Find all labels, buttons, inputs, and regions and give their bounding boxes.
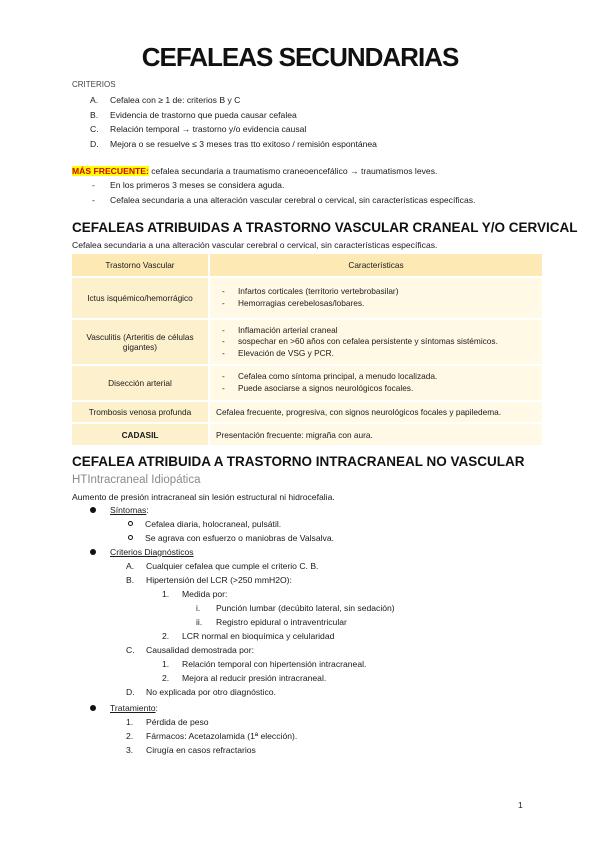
bullet-icon: [90, 705, 96, 711]
list-item: C. Relación temporal → trastorno y/o evidencia causal: [90, 124, 307, 135]
list-item: - Cefalea secundaria a una alteración vascular cerebral o cervical, sin características específicas.: [92, 194, 476, 205]
list-item: D. Mejora o se resuelve ≤ 3 meses tras tto exitoso / remisión espontánea: [90, 138, 377, 149]
table-cell: Presentación frecuente: migraña con aura.: [209, 423, 542, 445]
list-item: A. Cefalea con ≥ 1 de: criterios B y C: [90, 95, 241, 105]
table-header-row: [72, 254, 542, 277]
table-cell: Trombosis venosa profunda: [72, 401, 209, 423]
table-cell: Disección arterial: [72, 365, 209, 401]
list-item: - sospechar en >60 años con cefalea persistente y síntomas sistémicos.: [222, 336, 498, 347]
criteria-label: CRITERIOS: [72, 80, 116, 89]
list-item: 2. Fármacos: Acetazolamida (1ª elección).: [126, 731, 298, 741]
list-item: - Infartos corticales (territorio vertebrobasilar): [222, 286, 399, 297]
page-title: CEFALEAS SECUNDARIAS: [141, 42, 459, 72]
section-intro: Cefalea secundaria a una alteración vascular cerebral o cervical, sin características específicas.: [72, 240, 438, 250]
list-item: i. Punción lumbar (decúbito lateral, sin sedación): [196, 603, 395, 613]
bullet-icon: [90, 549, 96, 555]
list-item: Se agrava con esfuerzo o maniobras de Valsalva.: [128, 532, 334, 544]
list-item: 1. Relación temporal con hipertensión intracraneal.: [162, 659, 367, 669]
table-row: [72, 401, 542, 423]
list-item: 2. Mejora al reducir presión intracraneal.: [162, 673, 327, 683]
table-row: [72, 277, 542, 319]
table-cell: Vasculitis (Arteritis de células gigantes): [72, 319, 209, 365]
circle-bullet-icon: [128, 521, 133, 526]
section-intro: Aumento de presión intracraneal sin lesión estructural ni hidrocefalia.: [72, 492, 335, 502]
list-item: B. Hipertensión del LCR (>250 mmH2O):: [126, 575, 292, 585]
list-item: Cefalea diaria, holocraneal, pulsátil.: [128, 518, 281, 530]
list-item: 3. Cirugía en casos refractarios: [126, 745, 256, 755]
list-item: Síntomas:: [90, 504, 149, 516]
table-header: Características: [209, 254, 542, 277]
list-item: 1. Pérdida de peso: [126, 717, 209, 727]
table-cell: CADASIL: [72, 423, 209, 445]
criteria-list: [72, 93, 377, 151]
table-row: [72, 319, 542, 365]
table-cell: [209, 365, 542, 401]
table-cell: Cefalea frecuente, progresiva, con signos neurológicos focales y papiledema.: [209, 401, 542, 423]
subheading: HTIntracraneal Idiopática: [72, 474, 201, 486]
section-heading-vascular: CEFALEAS ATRIBUIDAS A TRASTORNO VASCULAR CRANEAL Y/O CERVICAL: [72, 220, 578, 235]
list-item: B. Evidencia de trastorno que pueda causar cefalea: [90, 109, 297, 120]
most-frequent-line: MÁS FRECUENTE: cefalea secundaria a traumatismo craneoencefálico → traumatismos leves.: [72, 166, 438, 176]
list-item: - Inflamación arterial craneal: [222, 324, 338, 335]
table-row: [72, 423, 542, 445]
list-item: - Hemorragias cerebelosas/lobares.: [222, 298, 365, 308]
table-cell: [209, 277, 542, 319]
bullet-icon: [90, 507, 96, 513]
vascular-table: [72, 254, 542, 445]
page-number: 1: [518, 800, 523, 810]
list-item: C. Causalidad demostrada por:: [126, 645, 254, 655]
highlight-label: MÁS FRECUENTE:: [72, 166, 149, 176]
list-item: ii. Registro epidural o intraventricular: [196, 617, 347, 627]
circle-bullet-icon: [128, 535, 133, 540]
table-row: [72, 365, 542, 401]
list-item: 1. Medida por:: [162, 589, 228, 599]
list-item: - Elevación de VSG y PCR.: [222, 347, 334, 358]
table-header: Trastorno Vascular: [72, 254, 209, 277]
list-item: - En los primeros 3 meses se considera aguda.: [92, 180, 285, 190]
list-item: - Cefalea como síntoma principal, a menudo localizada.: [222, 371, 438, 382]
list-item: - Puede asociarse a signos neurológicos focales.: [222, 383, 414, 393]
list-item: D. No explicada por otro diagnóstico.: [126, 687, 276, 697]
table-cell: [209, 319, 542, 365]
list-item: Criterios Diagnósticos: [90, 546, 194, 558]
table-cell: Ictus isquémico/hemorrágico: [72, 277, 209, 319]
most-frequent-list: [72, 178, 475, 207]
list-item: Tratamiento:: [90, 702, 158, 714]
list-item: 2. LCR normal en bioquímica y celularidad: [162, 631, 335, 641]
list-item: A. Cualquier cefalea que cumple el criterio C. B.: [126, 561, 319, 571]
section-heading-nonvascular: CEFALEA ATRIBUIDA A TRASTORNO INTRACRANEAL NO VASCULAR: [72, 454, 525, 469]
